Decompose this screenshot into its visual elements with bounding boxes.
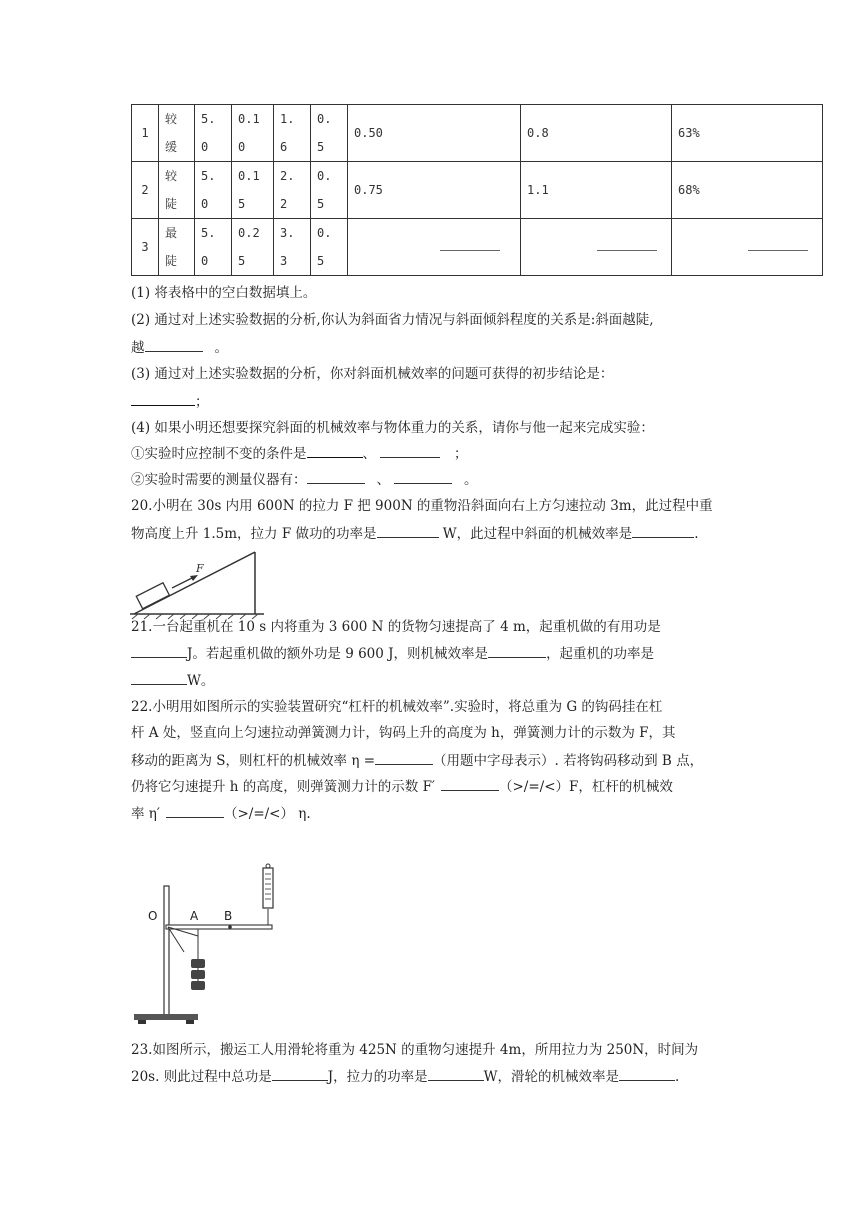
table-cell-total: 1.1 xyxy=(521,162,672,219)
lever-figure xyxy=(128,862,278,1028)
incline-figure xyxy=(128,548,268,620)
pivot-label-o: O xyxy=(148,909,158,923)
answer-blank[interactable] xyxy=(380,443,440,458)
q19-part4: (4) 如果小明还想要探究斜面的机械效率与物体重力的关系，请你与他一起来完成实验： xyxy=(131,420,654,436)
q22-line2: 杆 A 处，竖直向上匀速拉动弹簧测力计，钩码上升的高度为 h，弹簧测力计的示数为 F，其 xyxy=(131,725,676,741)
table-cell-slope: 较 陡 xyxy=(159,162,195,219)
answer-blank[interactable] xyxy=(166,803,224,818)
table-cell-c1: 5. 0 xyxy=(195,162,232,219)
table-cell-useful: 0.75 xyxy=(348,162,521,219)
table-row xyxy=(132,105,823,162)
answer-blank[interactable] xyxy=(145,337,203,352)
q19-part3-answer: ； xyxy=(131,391,209,412)
answer-blank[interactable] xyxy=(131,391,195,406)
q22-line3: 移动的距离为 S，则杠杆的机械效率 η = （用题中字母表示）. 若将钩码移动到 B 点， xyxy=(131,750,703,771)
table-cell-c2: 0.2 5 xyxy=(232,219,274,276)
table-cell-c3: 1. 6 xyxy=(274,105,311,162)
q19-part1: (1) 将表格中的空白数据填上。 xyxy=(131,285,317,301)
table-cell-c3: 3. 3 xyxy=(274,219,311,276)
q20-line1: 20.小明在 30s 内用 600N 的拉力 F 把 900N 的重物沿斜面向右上方匀速拉动 3m，此过程中重 xyxy=(131,498,713,514)
answer-blank[interactable] xyxy=(377,523,439,538)
data-table xyxy=(131,104,823,276)
answer-blank[interactable] xyxy=(131,643,187,658)
answer-blank[interactable] xyxy=(632,523,694,538)
answer-blank[interactable] xyxy=(272,1066,328,1081)
table-cell-slope: 较 缓 xyxy=(159,105,195,162)
point-label-a: A xyxy=(190,909,199,923)
table-cell-index: 1 xyxy=(132,105,159,162)
q20-line2: 物高度上升 1.5m，拉力 F 做功的功率是 W，此过程中斜面的机械效率是 . xyxy=(131,523,698,544)
answer-blank[interactable] xyxy=(131,670,187,685)
table-cell-eff: 63% xyxy=(672,105,823,162)
answer-blank[interactable] xyxy=(375,750,433,765)
table-cell-c2: 0.1 5 xyxy=(232,162,274,219)
table-cell-c1: 5. 0 xyxy=(195,219,232,276)
answer-blank[interactable] xyxy=(488,643,546,658)
q19-part4-instruments: ②实验时需要的测量仪器有： 、 。 xyxy=(131,469,478,490)
q22-line4: 仍将它匀速提升 h 的高度，则弹簧测力计的示数 F′ （>/=/<）F，杠杆的机械效 xyxy=(131,776,673,797)
q19-part2-line2: 越 。 xyxy=(131,337,228,358)
table-cell-c3: 2. 2 xyxy=(274,162,311,219)
answer-blank[interactable] xyxy=(597,240,657,251)
table-cell-index: 2 xyxy=(132,162,159,219)
table-row xyxy=(132,162,823,219)
table-cell-slope: 最 陡 xyxy=(159,219,195,276)
table-cell-eff xyxy=(672,219,823,276)
table-cell-c4: 0. 5 xyxy=(311,105,348,162)
table-cell-c4: 0. 5 xyxy=(311,219,348,276)
table-cell-eff: 68% xyxy=(672,162,823,219)
answer-blank[interactable] xyxy=(441,776,499,791)
q19-part3: (3) 通过对上述实验数据的分析，你对斜面机械效率的问题可获得的初步结论是： xyxy=(131,366,614,382)
force-label: F xyxy=(196,562,204,575)
table-row xyxy=(132,219,823,276)
q23-line1: 23.如图所示，搬运工人用滑轮将重为 425N 的重物匀速提升 4m，所用拉力为 250N，时间为 xyxy=(131,1042,699,1058)
q22-line5: 率 η′ （>/=/<） η. xyxy=(131,803,311,824)
q19-part2-line1: (2) 通过对上述实验数据的分析,你认为斜面省力情况与斜面倾斜程度的关系是:斜面越陡, xyxy=(131,312,654,328)
answer-blank[interactable] xyxy=(307,443,363,458)
answer-blank[interactable] xyxy=(748,240,808,251)
point-label-b: B xyxy=(224,909,233,923)
table-cell-c4: 0. 5 xyxy=(311,162,348,219)
answer-blank[interactable] xyxy=(394,469,452,484)
q21-line3: W。 xyxy=(131,670,214,691)
q21-line1: 21.一台起重机在 10 s 内将重为 3 600 N 的货物匀速提高了 4 m，起重机做的有用功是 xyxy=(131,619,661,635)
q23-line2: 20s. 则此过程中总功是 J，拉力的功率是 W，滑轮的机械效率是 . xyxy=(131,1066,679,1087)
q19-part4-conditions: ①实验时应控制不变的条件是 、 ； xyxy=(131,443,468,464)
table-cell-total xyxy=(521,219,672,276)
table-cell-total: 0.8 xyxy=(521,105,672,162)
answer-blank[interactable] xyxy=(307,469,365,484)
table-cell-useful xyxy=(348,219,521,276)
answer-blank[interactable] xyxy=(428,1066,484,1081)
table-cell-c1: 5. 0 xyxy=(195,105,232,162)
table-cell-c2: 0.1 0 xyxy=(232,105,274,162)
table-cell-useful: 0.50 xyxy=(348,105,521,162)
answer-blank[interactable] xyxy=(619,1066,675,1081)
q21-line2: J。若起重机做的额外功是 9 600 J，则机械效率是 ，起重机的功率是 xyxy=(131,643,654,664)
answer-blank[interactable] xyxy=(440,240,500,251)
q22-line1: 22.小明用如图所示的实验装置研究“杠杆的机械效率”.实验时，将总重为 G 的钩码挂在杠 xyxy=(131,699,663,715)
table-cell-index: 3 xyxy=(132,219,159,276)
